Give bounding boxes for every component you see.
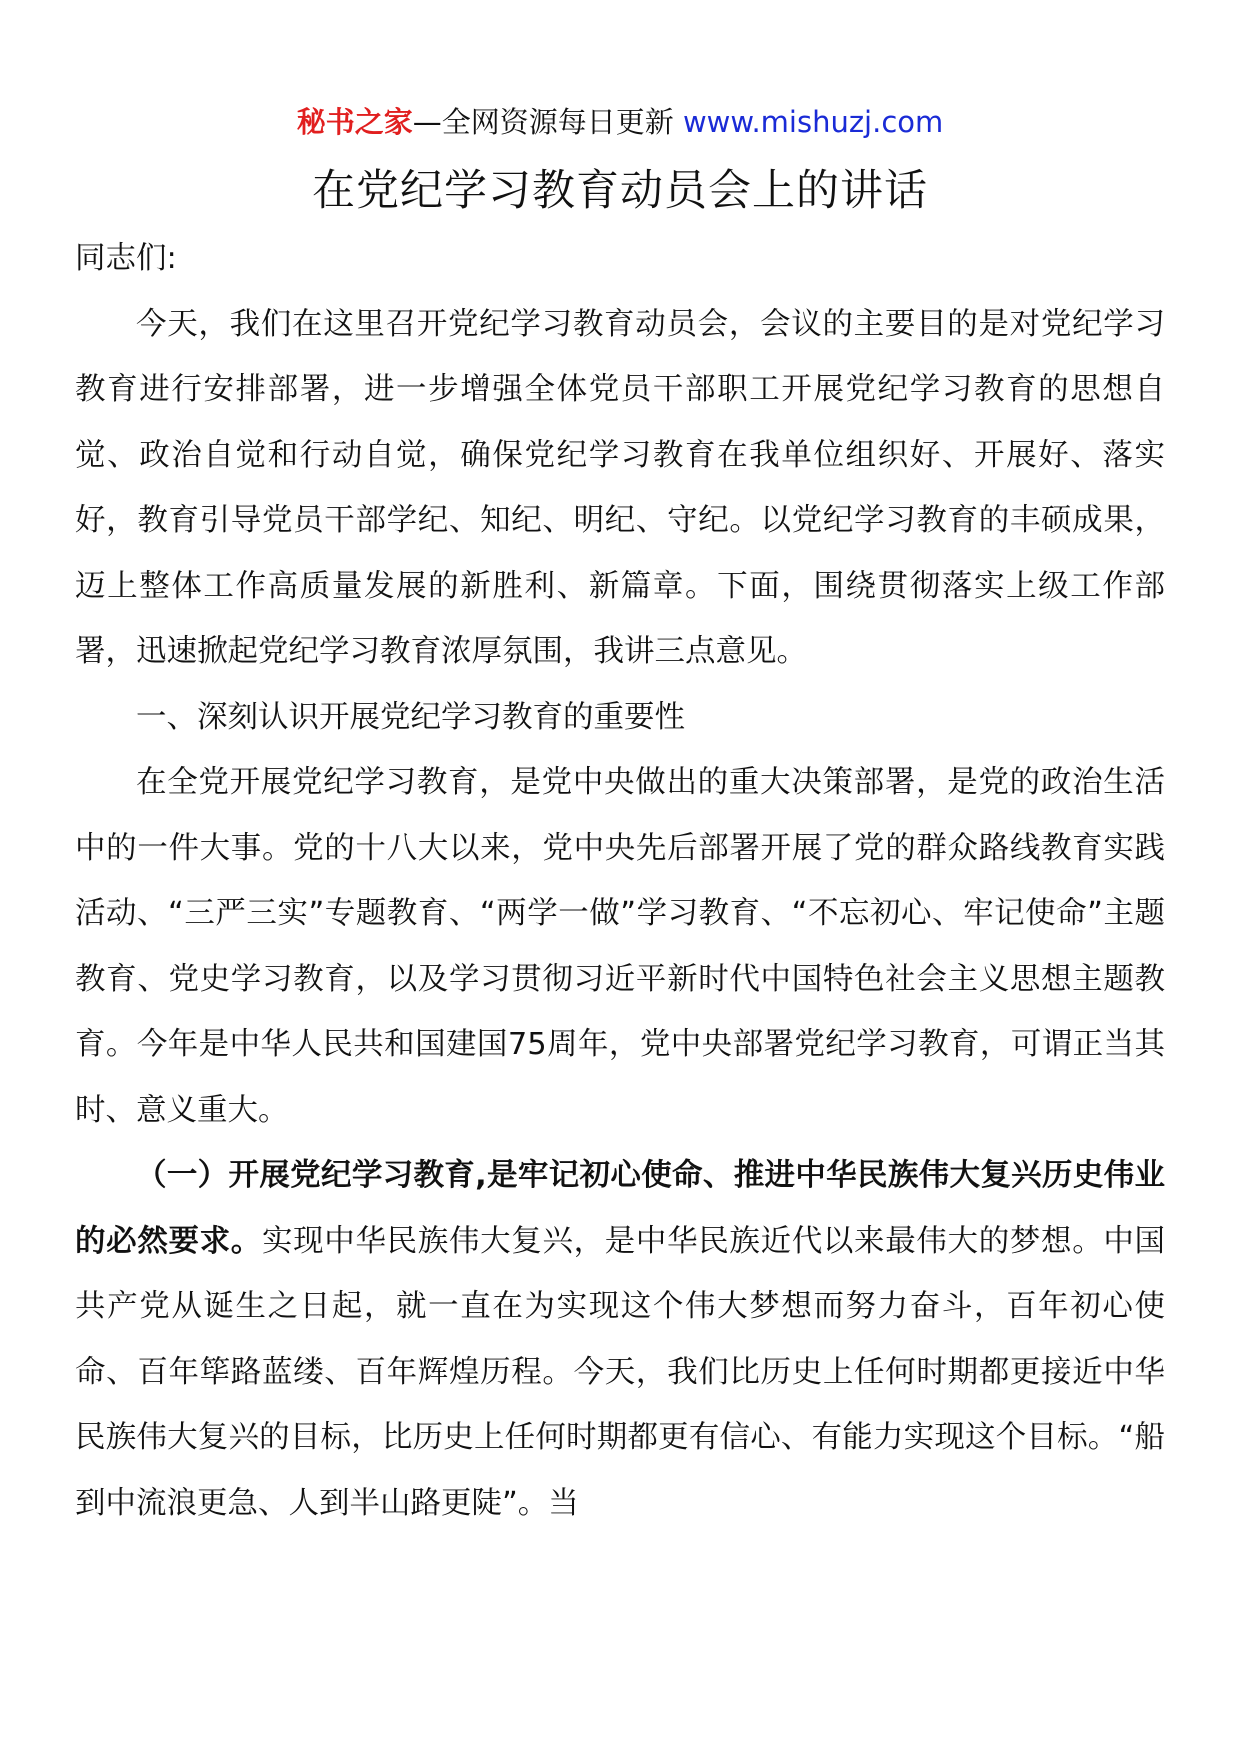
site-brand: 秘书之家 <box>296 105 413 139</box>
site-url-link[interactable]: www.mishuzj.com <box>682 105 944 139</box>
section-heading: 一、深刻认识开展党纪学习教育的重要性 <box>136 699 685 735</box>
document-body <box>75 226 1165 1536</box>
paragraph-intro: 今天，我们在这里召开党纪学习教育动员会，会议的主要目的是对党纪学习教育进行安排部署，进一步增强全体党员干部职工开展党纪学习教育的思想自觉、政治自觉和行动自觉，确保党纪学习教育在我单位组织好、开展好、落实好，教育引导党员干部学纪、知纪、明纪、守纪。以党纪学习教育的丰硕成果，迈上整体工作高质量发展的新胜利、新篇章。下面，围绕贯彻落实上级工作部署，迅速掀起党纪学习教育浓厚氛围，我讲三点意见。 <box>75 306 1165 669</box>
paragraph-background: 在全党开展党纪学习教育，是党中央做出的重大决策部署，是党的政治生活中的一件大事。党的十八大以来，党中央先后部署开展了党的群众路线教育实践活动、“三严三实”专题教育、“两学一做”学习教育、“不忘初心、牢记使命”主题教育、党史学习教育，以及学习贯彻习近平新时代中国特色社会主义思想主题教育。今年是中华人民共和国建国75周年，党中央部署党纪学习教育，可谓正当其时、意义重大。 <box>75 765 1165 1128</box>
site-header <box>0 102 1240 142</box>
site-tagline: —全网资源每日更新 <box>412 105 683 139</box>
salutation: 同志们: <box>75 241 177 276</box>
subsection-lead: （一）开展党纪学习教育,是牢记初心使命、推进中华民族伟大复兴历史伟业的必然要求。 <box>75 1158 1165 1259</box>
document-title: 在党纪学习教育动员会上的讲话 <box>312 166 928 216</box>
subsection-body: 实现中华民族伟大复兴，是中华民族近代以来最伟大的梦想。中国共产党从诞生之日起，就一直在为实现这个伟大梦想而努力奋斗，百年初心使命、百年筚路蓝缕、百年辉煌历程。今天，我们比历史上任何时期都更接近中华民族伟大复兴的目标，比历史上任何时期都更有信心、有能力实现这个目标。“船到中流浪更急、人到半山路更陡”。当 <box>75 1223 1166 1521</box>
paragraph-subsection-1 <box>75 1143 1165 1536</box>
